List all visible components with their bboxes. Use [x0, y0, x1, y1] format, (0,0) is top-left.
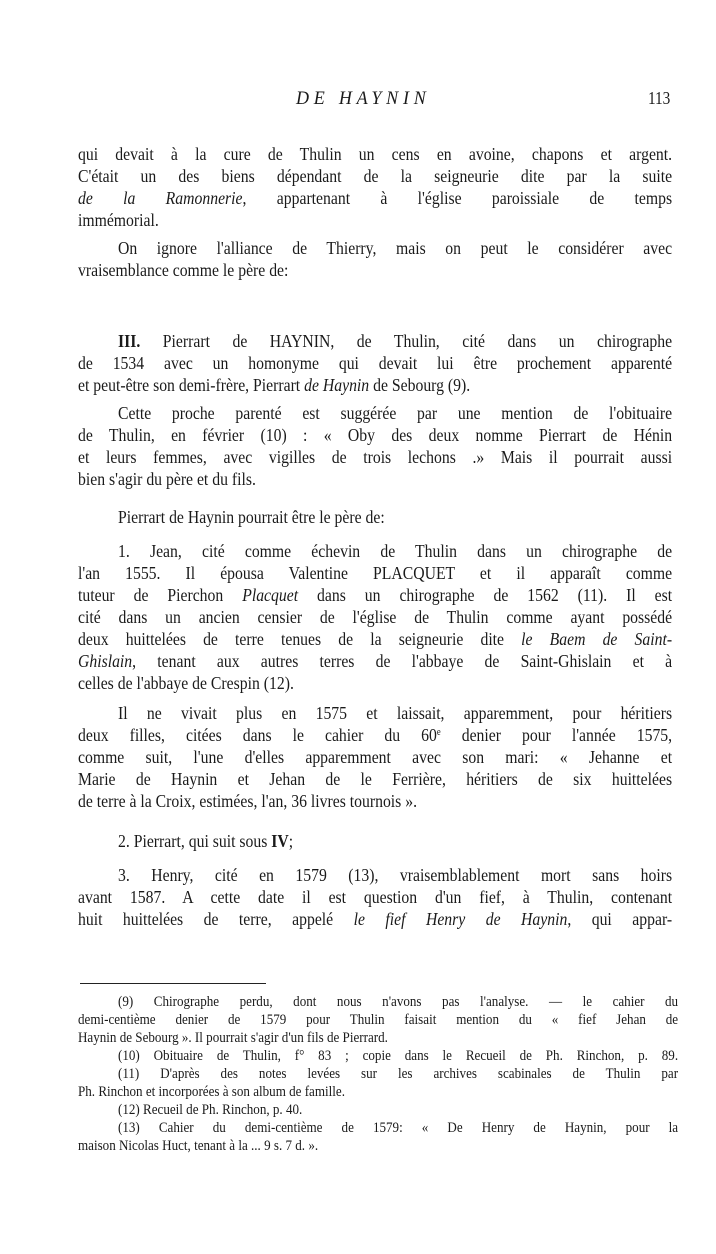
line-text: l'an 1555. Il épousa Valentine PLACQUET et il apparaît comme	[78, 563, 673, 583]
paragraph-line	[118, 237, 672, 259]
footnote-separator	[80, 983, 266, 984]
footnote-line	[118, 993, 678, 1011]
footnote-text: Haynin de Sebourg ». Il pourrait s'agir d'un fils de Pierrard.	[78, 1029, 388, 1046]
line-text: Pierrart de HAYNIN, de Thulin, cité dans un chirographe	[140, 331, 673, 351]
italic-place-name: de la Ramonnerie	[78, 188, 243, 208]
footnote-text: Ph. Rinchon et incorporées à son album de famille.	[78, 1083, 345, 1100]
footnote-text: (11) D'après des notes levées sur les archives scabinales de Thulin par	[118, 1065, 679, 1082]
list-item-line	[118, 830, 672, 852]
paragraph-line	[118, 402, 672, 424]
line-text: et leurs femmes, avec vigilles de trois lechons .» Mais il pourrait aussi	[78, 447, 673, 467]
line-text: vraisemblance comme le père de:	[78, 260, 289, 280]
line-text: et peut-être son demi-frère, Pierrart	[78, 375, 305, 395]
line-text: de terre à la Croix, estimées, l'an, 36 livres tournois ».	[78, 791, 418, 811]
line-text: de Sebourg (9).	[369, 375, 471, 395]
line-text: C'était un des biens dépendant de la seigneurie dite par la suite	[78, 166, 673, 186]
paragraph-line	[78, 908, 672, 930]
list-item-line	[118, 864, 672, 886]
footnote-line	[78, 1029, 678, 1047]
italic-fief-name: le fief Henry de Haynin	[353, 909, 568, 929]
paragraph-line	[78, 562, 672, 584]
footnote-line	[118, 1065, 678, 1083]
footnote-line	[78, 1137, 678, 1155]
paragraph-line	[78, 374, 672, 396]
list-item-line	[118, 540, 672, 562]
footnote-line	[78, 1011, 678, 1029]
line-text: Marie de Haynin et Jehan de le Ferrière, héritiers de six huittelées	[78, 769, 673, 789]
line-text: comme suit, l'une d'elles apparemment avec son mari: « Jehanne et	[78, 747, 673, 767]
paragraph-line	[78, 259, 672, 281]
line-text: de 1534 avec un homonyme qui devait lui être prochement apparenté	[78, 353, 673, 373]
paragraph-line	[78, 746, 672, 768]
footnote-line	[78, 1083, 678, 1101]
paragraph-line	[78, 446, 672, 468]
italic-name: Placquet	[242, 585, 299, 605]
line-text: huit huittelées de terre, appelé	[78, 909, 354, 929]
line-text: de Thulin, en février (10) : « Oby des deux nomme Pierrart de Hénin	[78, 425, 673, 445]
paragraph-line	[78, 424, 672, 446]
italic-place-name: le Baem de Saint-	[521, 629, 673, 649]
line-text: Pierrart de Haynin pourrait être le père de:	[118, 507, 385, 527]
footnote-text: (12) Recueil de Ph. Rinchon, p. 40.	[118, 1101, 303, 1118]
line-text: deux filles, citées dans le cahier du 60	[78, 725, 437, 745]
line-text: cité dans un ancien censier de l'église de Thulin comme ayant possédé	[78, 607, 673, 627]
line-text: 3. Henry, cité en 1579 (13), vraisemblablement mort sans hoirs	[118, 865, 673, 885]
paragraph-line	[78, 468, 672, 490]
line-text: celles de l'abbaye de Crespin (12).	[78, 673, 294, 693]
line-text: bien s'agir du père et du fils.	[78, 469, 256, 489]
line-text: dans un chirographe de 1562 (11). Il est	[298, 585, 673, 605]
footnote-text: (9) Chirographe perdu, dont nous n'avons pas l'analyse. — le cahier du	[118, 993, 679, 1010]
line-text: denier pour l'année 1575,	[440, 725, 673, 745]
ordinal-superscript: e	[436, 727, 441, 738]
footnote-line	[118, 1047, 678, 1065]
section-heading-line	[118, 330, 672, 352]
line-text: , qui appar-	[567, 909, 673, 929]
paragraph-line	[78, 584, 672, 606]
line-text: 1. Jean, cité comme échevin de Thulin dans un chirographe de	[118, 541, 673, 561]
footnote-text: demi-centième denier de 1579 pour Thulin faisait mention du « fief Jehan de	[78, 1011, 679, 1028]
line-text: avant 1587. A cette date il est question d'un fief, à Thulin, contenant	[78, 887, 673, 907]
paragraph-line	[78, 724, 672, 746]
paragraph-line	[78, 650, 672, 672]
line-text: ;	[288, 831, 294, 851]
paragraph-line	[78, 143, 672, 165]
footnote-text: (10) Obituaire de Thulin, f° 83 ; copie dans le Recueil de Ph. Rinchon, p. 89.	[118, 1047, 679, 1064]
line-text: On ignore l'alliance de Thierry, mais on peut le considérer avec	[118, 238, 673, 258]
footnote-line	[118, 1101, 678, 1119]
line-text: qui devait à la cure de Thulin un cens en avoine, chapons et argent.	[78, 144, 673, 164]
running-header-title: DE HAYNIN	[296, 88, 431, 109]
paragraph-line	[78, 672, 672, 694]
paragraph-line	[78, 886, 672, 908]
footnote-text: maison Nicolas Huct, tenant à la ... 9 s. 7 d. ».	[78, 1137, 319, 1154]
footnote-line	[118, 1119, 678, 1137]
generation-number: III.	[118, 331, 141, 351]
footnote-text: (13) Cahier du demi-centième de 1579: « De Henry de Haynin, pour la	[118, 1119, 679, 1136]
paragraph-line	[78, 790, 672, 812]
paragraph-line	[118, 702, 672, 724]
paragraph-line	[78, 165, 672, 187]
paragraph-line	[78, 187, 672, 209]
line-text: 2. Pierrart, qui suit sous	[118, 831, 272, 851]
paragraph-line	[78, 628, 672, 650]
line-text: Cette proche parenté est suggérée par une mention de l'obituaire	[118, 403, 673, 423]
line-text: , appartenant à l'église paroissiale de temps	[242, 188, 673, 208]
paragraph-line	[78, 352, 672, 374]
line-text: Il ne vivait plus en 1575 et laissait, apparemment, pour héritiers	[118, 703, 673, 723]
paragraph-line	[78, 606, 672, 628]
line-text: tuteur de Pierchon	[78, 585, 243, 605]
line-text: deux huittelées de terre tenues de la seigneurie dite	[78, 629, 522, 649]
page-number: 113	[647, 88, 670, 108]
generation-reference: IV	[271, 831, 289, 851]
paragraph-line	[78, 209, 672, 231]
line-text: immémorial.	[78, 210, 159, 230]
italic-name: de Haynin	[304, 375, 370, 395]
paragraph-line	[78, 768, 672, 790]
italic-place-name: Ghislain	[78, 651, 133, 671]
paragraph-line	[118, 506, 672, 528]
line-text: , tenant aux autres terres de l'abbaye de Saint-Ghislain et à	[132, 651, 673, 671]
